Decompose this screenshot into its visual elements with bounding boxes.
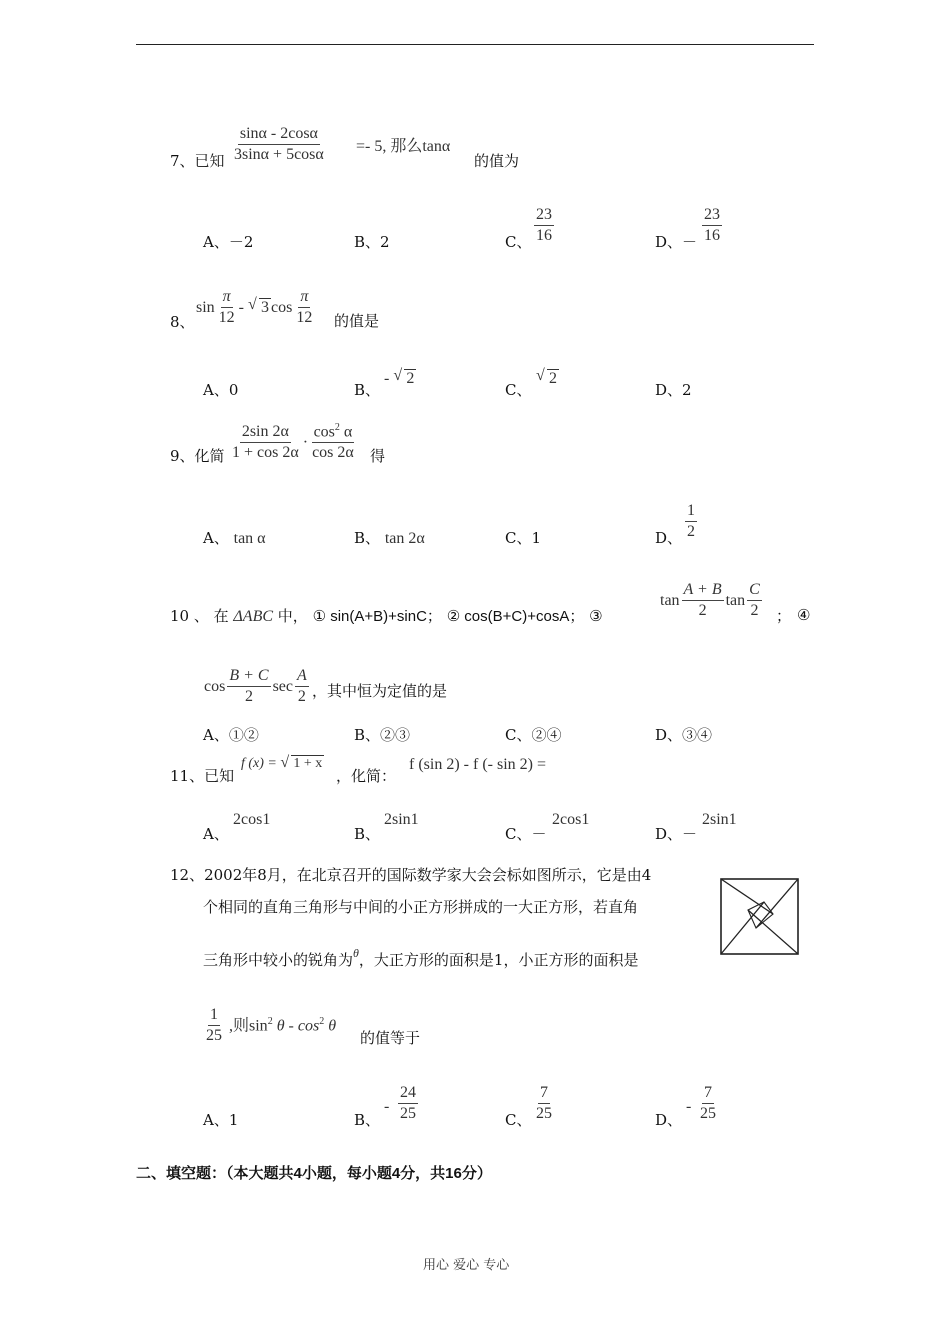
q11-option-d-label: D、－ <box>655 825 698 843</box>
q8-cos: cos <box>271 298 293 316</box>
q11-option-b-value: 2sin1 <box>384 811 419 828</box>
q12-option-b-label: B、 <box>354 1111 381 1129</box>
q12-b-num: 24 <box>398 1083 418 1104</box>
q12-frac-num: 1 <box>208 1005 220 1026</box>
q9-f2-den: cos 2α <box>312 444 354 462</box>
q12-line3a: 三角形中较小的锐角为 <box>203 951 354 969</box>
q10-expr-1: sin(A+B)+sinC； <box>326 608 442 625</box>
q11-option-c-value: 2cos1 <box>552 811 590 828</box>
q9-a-value: tan α <box>233 530 266 547</box>
logo-outer-square <box>721 879 798 954</box>
q8-option-c-value <box>536 369 559 388</box>
q8-option-d: D、2 <box>655 381 692 399</box>
q10-circle-2: ② <box>446 607 461 625</box>
q7-d-num: 23 <box>702 205 722 226</box>
q10-expr-3 <box>660 580 764 621</box>
q7-option-c-frac <box>532 205 556 246</box>
q10-circle-4: ④ <box>797 606 811 624</box>
q9-option-d-label: D、 <box>655 529 683 547</box>
q10-circle-3: ③ <box>589 607 603 625</box>
q12-c-den: 25 <box>536 1105 552 1122</box>
q9-d-num: 1 <box>685 501 697 522</box>
q10-option-c: C、②④ <box>505 726 562 744</box>
q9-f2-alpha: α <box>339 423 353 441</box>
q10-option-d: D、③④ <box>655 726 713 744</box>
q8-tail: 的值是 <box>334 312 380 330</box>
q12-option-a: A、1 <box>203 1111 239 1129</box>
q10-line1 <box>170 607 603 626</box>
q8-option-b-value <box>384 369 416 388</box>
q8-sin: sin <box>196 298 215 316</box>
q12-theta: θ <box>353 946 359 960</box>
q8-label: 8、 <box>170 313 195 331</box>
q12-frac-den: 25 <box>206 1027 222 1044</box>
q12-sup-1: 2 <box>267 1016 273 1027</box>
q12-line1: 12、2002年8月，在北京召开的国际数学家大会会标如图所示，它是由4 <box>170 866 652 884</box>
q10-sec: sec <box>272 677 294 695</box>
q10-d2: 2 <box>750 602 759 619</box>
q10-option-b: B、②③ <box>354 726 411 744</box>
q9-a-label: A、 <box>203 529 229 547</box>
q12-line3 <box>203 946 638 969</box>
q9-option-b <box>354 529 425 548</box>
q9-f2-sup: 2 <box>334 422 340 433</box>
q12-tail: 的值等于 <box>360 1029 421 1047</box>
q12-option-d-minus: - <box>686 1098 692 1115</box>
q11-option-a-label: A、 <box>203 825 229 843</box>
q8-sqrt-arg: 3 <box>261 298 269 316</box>
q12-sup-2: 2 <box>319 1016 325 1027</box>
q9-d-den: 2 <box>687 523 695 540</box>
q9-tail: 得 <box>370 447 386 465</box>
q10-option-a: A、①② <box>203 726 259 744</box>
q8-c-sqrt: √ 2 <box>536 367 557 387</box>
q11-fx: f (x) = <box>241 756 277 771</box>
q12-option-d-frac <box>696 1083 720 1124</box>
q11-option-a-value: 2cos1 <box>233 811 271 828</box>
q11-sqrt-arg: 1 + x <box>293 756 323 771</box>
q12-c-num: 7 <box>538 1083 550 1104</box>
q12-option-c-frac <box>532 1083 556 1124</box>
q12-d-den: 25 <box>700 1105 716 1122</box>
q10-d3: 2 <box>244 688 253 705</box>
q12-expr-a: ,则sin <box>229 1017 268 1035</box>
q9-f2-cos: cos <box>313 423 335 441</box>
q11-expr: f (sin 2) - f (- sin 2) = <box>409 756 546 773</box>
q7-fraction <box>230 124 328 165</box>
q11-label: 11、已知 <box>170 767 235 785</box>
q12-expr-b: θ - cos <box>272 1017 320 1035</box>
q7-option-d-label: D、－ <box>655 233 698 251</box>
q9-expression <box>228 422 358 463</box>
q10-label: 10 、 在 <box>170 607 229 625</box>
q8-sqrt: √ 3 <box>248 295 269 316</box>
congress-logo-figure <box>720 878 800 956</box>
q12-expression <box>229 1016 336 1036</box>
q10-expr-4 <box>204 666 311 707</box>
q7-c-den: 16 <box>536 227 552 244</box>
section-2-heading: 二、填空题：（本大题共4小题，每小题4分，共16分） <box>136 1165 492 1182</box>
q10-mid: 中， <box>273 607 308 625</box>
q8-c-sqrt-arg: 2 <box>549 370 557 387</box>
q8-option-b-label: B、 <box>354 381 381 399</box>
footer-text: 用心 爱心 专心 <box>423 1258 510 1273</box>
q9-option-d-frac <box>683 501 699 542</box>
q11-mid: ，化简： <box>336 767 397 785</box>
logo-line-4 <box>721 902 764 954</box>
q7-label: 7、已知 <box>170 152 225 170</box>
q10-d4: 2 <box>297 688 306 705</box>
q12-d-num: 7 <box>702 1083 714 1104</box>
q12-option-b-frac <box>396 1083 420 1124</box>
q7-option-c-label: C、 <box>505 233 532 251</box>
q8-pi-2: π <box>298 287 310 308</box>
q11-option-b-label: B、 <box>354 825 381 843</box>
q12-option-b-minus: - <box>384 1098 390 1115</box>
q7-d-den: 16 <box>704 227 720 244</box>
q12-option-d-label: D、 <box>655 1111 683 1129</box>
q11-sqrt: √ 1 + x <box>280 754 323 771</box>
q12-expr-c: θ <box>324 1017 337 1035</box>
logo-line-3 <box>748 910 798 954</box>
q8-twelve-1: 12 <box>218 309 235 326</box>
q7-option-d-frac <box>700 205 724 246</box>
q7-tail: =- 5, 那么tanα <box>356 138 451 155</box>
q10-semicolon: ； <box>776 607 792 625</box>
q7-numerator: sinα - 2cosα <box>238 124 320 145</box>
q12-line2: 个相同的直角三角形与中间的小正方形拼成的一大正方形，若直角 <box>203 898 639 916</box>
q8-option-a: A、0 <box>203 381 239 399</box>
q10-circle-1: ① <box>312 607 327 625</box>
q8-b-minus: - <box>384 370 390 387</box>
q9-b-label: B、 <box>354 529 381 547</box>
q11-option-d-value: 2sin1 <box>702 811 737 828</box>
q11-option-c-label: C、－ <box>505 825 547 843</box>
q10-triangle: ΔABC <box>233 608 274 625</box>
q8-pi-1: π <box>221 287 233 308</box>
q9-dot: · <box>302 434 309 452</box>
q12-line3b: ，大正方形的面积是1，小正方形的面积是 <box>358 951 639 969</box>
q9-b-value: tan 2α <box>384 530 425 547</box>
q8-twelve-2: 12 <box>296 309 313 326</box>
q10-n1: A + B <box>682 580 724 601</box>
q12-option-c-label: C、 <box>505 1111 532 1129</box>
q10-tail: ，其中恒为定值的是 <box>312 682 448 700</box>
q10-n3: B + C <box>227 666 270 687</box>
q8-b-sqrt-arg: 2 <box>406 370 415 387</box>
q10-expr-2: cos(B+C)+cosA； <box>460 608 585 625</box>
logo-line-1 <box>721 879 773 914</box>
q7-tail2: 的值为 <box>474 152 520 170</box>
q8-b-sqrt: √ 2 <box>393 367 415 387</box>
q8-minus: - <box>238 298 244 316</box>
q7-denominator: 3sinα + 5cosα <box>234 146 324 163</box>
q10-tan-2: tan <box>725 591 746 609</box>
q9-label: 9、化简 <box>170 447 225 465</box>
q8-option-c-label: C、 <box>505 381 532 399</box>
q9-option-a <box>203 529 266 548</box>
q8-expression <box>196 287 316 328</box>
q7-option-b: B、2 <box>354 233 390 251</box>
q11-definition <box>241 756 324 773</box>
q10-n4: A <box>295 666 309 687</box>
q10-d1: 2 <box>698 602 707 619</box>
q9-option-c: C、1 <box>505 529 542 547</box>
q12-b-den: 25 <box>400 1105 416 1122</box>
q7-option-a: A、－2 <box>203 233 254 251</box>
q10-cos: cos <box>204 677 226 695</box>
header-rule <box>136 44 814 45</box>
q9-f1-den: 1 + cos 2α <box>232 444 299 462</box>
q10-tan-1: tan <box>660 591 680 609</box>
q12-fraction <box>202 1005 226 1046</box>
q7-c-num: 23 <box>534 205 554 226</box>
q10-n2: C <box>747 580 762 601</box>
q9-f1-num: 2sin 2α <box>240 422 291 443</box>
